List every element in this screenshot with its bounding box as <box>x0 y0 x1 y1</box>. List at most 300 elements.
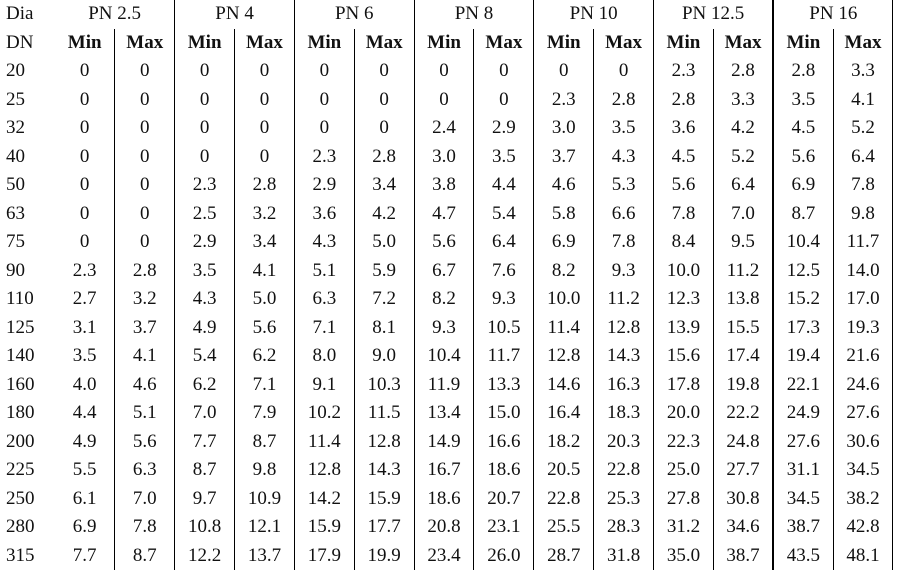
max-column-header: Max <box>115 29 175 58</box>
value-cell: 3.3 <box>713 86 773 115</box>
value-cell: 38.7 <box>713 542 773 571</box>
value-cell: 10.9 <box>235 485 295 514</box>
value-cell: 10.5 <box>474 314 534 343</box>
value-cell: 2.8 <box>235 171 295 200</box>
pn-group-header: PN 12.5 <box>654 0 774 29</box>
value-cell: 22.1 <box>773 371 833 400</box>
value-cell: 7.0 <box>115 485 175 514</box>
value-cell: 5.5 <box>72 459 97 480</box>
value-cell: 9.3 <box>474 285 534 314</box>
value-cell: 5.3 <box>594 171 654 200</box>
value-cell: 2.9 <box>294 171 354 200</box>
value-cell: 7.8 <box>594 228 654 257</box>
value-cell: 5.4 <box>474 200 534 229</box>
value-cell: 4.4 <box>72 402 97 423</box>
value-cell: 0 <box>235 143 295 172</box>
value-cell: 0 <box>115 57 175 86</box>
value-cell: 3.4 <box>354 171 414 200</box>
value-cell: 3.5 <box>72 345 97 366</box>
value-cell: 23.1 <box>474 513 534 542</box>
value-cell: 12.3 <box>654 285 714 314</box>
value-cell: 16.7 <box>414 456 474 485</box>
value-cell: 4.9 <box>175 314 235 343</box>
value-cell: 17.9 <box>294 542 354 571</box>
header-row-minmax <box>0 29 893 58</box>
value-cell: 10.0 <box>534 285 594 314</box>
value-cell: 5.2 <box>713 143 773 172</box>
value-cell: 3.0 <box>414 143 474 172</box>
value-cell: 2.3 <box>534 86 594 115</box>
value-cell: 3.7 <box>115 314 175 343</box>
value-cell: 0 <box>354 57 414 86</box>
dia-label: Dia <box>6 3 34 24</box>
value-cell: 5.1 <box>115 399 175 428</box>
value-cell: 20.3 <box>594 428 654 457</box>
table-row <box>0 456 893 485</box>
value-cell: 4.6 <box>115 371 175 400</box>
min-column-header: Min <box>534 29 594 58</box>
value-cell: 10.0 <box>654 257 714 286</box>
max-column-header: Max <box>354 29 414 58</box>
value-cell: 27.6 <box>773 428 833 457</box>
value-cell: 10.8 <box>175 513 235 542</box>
value-cell: 0 <box>594 57 654 86</box>
value-cell: 0 <box>354 114 414 143</box>
value-cell: 4.2 <box>354 200 414 229</box>
value-cell: 3.5 <box>594 114 654 143</box>
value-cell: 14.3 <box>354 456 414 485</box>
value-cell: 3.8 <box>414 171 474 200</box>
value-cell: 0 <box>79 60 90 81</box>
dn-cell: 110 <box>6 288 34 309</box>
value-cell: 5.6 <box>654 171 714 200</box>
dn-cell: 50 <box>6 174 25 195</box>
table-row <box>0 513 893 542</box>
value-cell: 16.4 <box>534 399 594 428</box>
value-cell: 0 <box>235 114 295 143</box>
value-cell: 0 <box>534 57 594 86</box>
value-cell: 12.8 <box>534 342 594 371</box>
value-cell: 4.7 <box>414 200 474 229</box>
value-cell: 6.6 <box>594 200 654 229</box>
value-cell: 4.2 <box>713 114 773 143</box>
value-cell: 17.3 <box>773 314 833 343</box>
value-cell: 8.0 <box>294 342 354 371</box>
value-cell: 5.9 <box>354 257 414 286</box>
value-cell: 42.8 <box>833 513 893 542</box>
value-cell: 24.6 <box>833 371 893 400</box>
value-cell: 5.6 <box>414 228 474 257</box>
value-cell: 3.3 <box>833 57 893 86</box>
value-cell: 18.6 <box>414 485 474 514</box>
dn-cell: 315 <box>6 544 35 566</box>
value-cell: 20.7 <box>474 485 534 514</box>
dn-cell: 40 <box>6 145 25 167</box>
value-cell: 3.4 <box>235 228 295 257</box>
max-column-header: Max <box>235 29 295 58</box>
value-cell: 30.6 <box>833 428 893 457</box>
value-cell: 0 <box>79 117 90 138</box>
value-cell: 2.8 <box>654 86 714 115</box>
value-cell: 0 <box>294 57 354 86</box>
dn-cell: 125 <box>6 316 35 338</box>
value-cell: 11.2 <box>594 285 654 314</box>
dn-cell: 75 <box>6 231 25 252</box>
table-row <box>0 57 893 86</box>
value-cell: 0 <box>414 57 474 86</box>
table-row <box>0 342 893 371</box>
value-cell: 27.8 <box>654 485 714 514</box>
value-cell: 9.5 <box>713 228 773 257</box>
value-cell: 7.1 <box>294 314 354 343</box>
value-cell: 11.4 <box>294 428 354 457</box>
value-cell: 11.9 <box>414 371 474 400</box>
pn-group-header: PN 2.5 <box>88 3 141 24</box>
value-cell: 19.9 <box>354 542 414 571</box>
value-cell: 10.4 <box>414 342 474 371</box>
value-cell: 25.5 <box>534 513 594 542</box>
max-column-header: Max <box>474 29 534 58</box>
value-cell: 19.4 <box>773 342 833 371</box>
value-cell: 17.0 <box>833 285 893 314</box>
value-cell: 7.6 <box>474 257 534 286</box>
value-cell: 8.4 <box>654 228 714 257</box>
dn-cell: 63 <box>6 202 25 224</box>
value-cell: 12.1 <box>235 513 295 542</box>
value-cell: 7.7 <box>175 428 235 457</box>
value-cell: 7.8 <box>654 200 714 229</box>
value-cell: 7.2 <box>354 285 414 314</box>
dn-cell: 250 <box>6 487 35 509</box>
dn-cell: 140 <box>6 345 35 366</box>
value-cell: 8.7 <box>175 456 235 485</box>
value-cell: 0 <box>235 57 295 86</box>
value-cell: 7.8 <box>115 513 175 542</box>
dn-cell: 160 <box>6 373 35 395</box>
value-cell: 12.2 <box>175 542 235 571</box>
value-cell: 6.9 <box>773 171 833 200</box>
value-cell: 38.7 <box>773 513 833 542</box>
table-body <box>0 57 893 570</box>
table-row <box>0 114 893 143</box>
table-row <box>0 314 893 343</box>
max-column-header: Max <box>594 29 654 58</box>
value-cell: 4.1 <box>235 257 295 286</box>
value-cell: 2.4 <box>414 114 474 143</box>
value-cell: 0 <box>175 57 235 86</box>
table-row <box>0 371 893 400</box>
value-cell: 0 <box>79 88 90 110</box>
value-cell: 4.1 <box>115 342 175 371</box>
min-column-header: Min <box>294 29 354 58</box>
value-cell: 4.5 <box>654 143 714 172</box>
value-cell: 12.8 <box>594 314 654 343</box>
value-cell: 2.8 <box>713 57 773 86</box>
value-cell: 9.0 <box>354 342 414 371</box>
value-cell: 6.9 <box>72 516 97 537</box>
value-cell: 20.5 <box>534 456 594 485</box>
value-cell: 13.9 <box>654 314 714 343</box>
table-row <box>0 171 893 200</box>
value-cell: 3.2 <box>235 200 295 229</box>
value-cell: 25.0 <box>654 456 714 485</box>
value-cell: 15.9 <box>354 485 414 514</box>
value-cell: 4.4 <box>474 171 534 200</box>
header-row-pressure <box>0 0 893 29</box>
value-cell: 34.5 <box>773 485 833 514</box>
value-cell: 6.7 <box>414 257 474 286</box>
value-cell: 0 <box>474 86 534 115</box>
value-cell: 4.6 <box>534 171 594 200</box>
value-cell: 34.5 <box>833 456 893 485</box>
max-column-header: Max <box>833 29 893 58</box>
value-cell: 28.7 <box>534 542 594 571</box>
dn-cell: 225 <box>6 459 35 480</box>
value-cell: 31.8 <box>594 542 654 571</box>
value-cell: 0 <box>354 86 414 115</box>
value-cell: 4.3 <box>175 285 235 314</box>
value-cell: 2.5 <box>175 200 235 229</box>
value-cell: 15.2 <box>773 285 833 314</box>
value-cell: 4.3 <box>594 143 654 172</box>
value-cell: 7.1 <box>235 371 295 400</box>
table-row <box>0 143 893 172</box>
value-cell: 9.1 <box>294 371 354 400</box>
value-cell: 31.1 <box>773 456 833 485</box>
value-cell: 0 <box>115 171 175 200</box>
dn-cell: 25 <box>6 88 25 110</box>
value-cell: 0 <box>79 174 90 195</box>
value-cell: 28.3 <box>594 513 654 542</box>
min-column-header: Min <box>67 31 102 53</box>
value-cell: 19.3 <box>833 314 893 343</box>
value-cell: 6.1 <box>72 487 97 509</box>
value-cell: 0 <box>115 114 175 143</box>
dn-cell: 20 <box>6 60 25 81</box>
pn-group-header: PN 16 <box>773 0 893 29</box>
value-cell: 9.8 <box>833 200 893 229</box>
table-row <box>0 485 893 514</box>
value-cell: 34.6 <box>713 513 773 542</box>
value-cell: 7.8 <box>833 171 893 200</box>
value-cell: 25.3 <box>594 485 654 514</box>
value-cell: 14.2 <box>294 485 354 514</box>
value-cell: 9.7 <box>175 485 235 514</box>
value-cell: 16.6 <box>474 428 534 457</box>
value-cell: 0 <box>474 57 534 86</box>
value-cell: 5.0 <box>354 228 414 257</box>
value-cell: 9.3 <box>594 257 654 286</box>
value-cell: 3.1 <box>72 316 97 338</box>
dn-label: DN <box>6 31 34 53</box>
value-cell: 27.7 <box>713 456 773 485</box>
value-cell: 2.8 <box>773 57 833 86</box>
min-column-header: Min <box>175 29 235 58</box>
table-row <box>0 542 893 571</box>
dn-cell: 280 <box>6 516 35 537</box>
table-row <box>0 285 893 314</box>
pn-group-header: PN 10 <box>534 0 654 29</box>
value-cell: 2.8 <box>354 143 414 172</box>
value-cell: 22.8 <box>534 485 594 514</box>
value-cell: 17.4 <box>713 342 773 371</box>
value-cell: 22.8 <box>594 456 654 485</box>
value-cell: 6.4 <box>474 228 534 257</box>
value-cell: 6.3 <box>294 285 354 314</box>
value-cell: 0 <box>294 86 354 115</box>
value-cell: 6.2 <box>175 371 235 400</box>
value-cell: 13.8 <box>713 285 773 314</box>
value-cell: 22.2 <box>713 399 773 428</box>
value-cell: 0 <box>79 231 90 252</box>
value-cell: 5.8 <box>534 200 594 229</box>
value-cell: 11.5 <box>354 399 414 428</box>
value-cell: 3.6 <box>654 114 714 143</box>
value-cell: 0 <box>175 114 235 143</box>
value-cell: 3.7 <box>534 143 594 172</box>
max-column-header: Max <box>713 29 773 58</box>
value-cell: 13.7 <box>235 542 295 571</box>
value-cell: 8.7 <box>115 542 175 571</box>
value-cell: 9.3 <box>414 314 474 343</box>
value-cell: 23.4 <box>414 542 474 571</box>
value-cell: 0 <box>175 143 235 172</box>
value-cell: 7.0 <box>175 399 235 428</box>
table-row <box>0 399 893 428</box>
value-cell: 15.6 <box>654 342 714 371</box>
value-cell: 0 <box>79 145 90 167</box>
value-cell: 4.9 <box>72 430 97 452</box>
value-cell: 4.5 <box>773 114 833 143</box>
value-cell: 6.3 <box>115 456 175 485</box>
value-cell: 11.4 <box>534 314 594 343</box>
value-cell: 35.0 <box>654 542 714 571</box>
value-cell: 10.3 <box>354 371 414 400</box>
table-row <box>0 228 893 257</box>
value-cell: 5.0 <box>235 285 295 314</box>
value-cell: 18.6 <box>474 456 534 485</box>
value-cell: 14.0 <box>833 257 893 286</box>
min-column-header: Min <box>414 29 474 58</box>
value-cell: 8.1 <box>354 314 414 343</box>
value-cell: 2.7 <box>72 288 97 309</box>
value-cell: 21.6 <box>833 342 893 371</box>
value-cell: 0 <box>115 143 175 172</box>
value-cell: 24.8 <box>713 428 773 457</box>
value-cell: 14.6 <box>534 371 594 400</box>
value-cell: 18.3 <box>594 399 654 428</box>
value-cell: 5.2 <box>833 114 893 143</box>
value-cell: 5.6 <box>115 428 175 457</box>
value-cell: 48.1 <box>833 542 893 571</box>
value-cell: 3.0 <box>534 114 594 143</box>
value-cell: 12.8 <box>294 456 354 485</box>
value-cell: 15.0 <box>474 399 534 428</box>
value-cell: 5.1 <box>294 257 354 286</box>
pn-group-header: PN 6 <box>294 0 414 29</box>
value-cell: 20.0 <box>654 399 714 428</box>
value-cell: 17.7 <box>354 513 414 542</box>
value-cell: 38.2 <box>833 485 893 514</box>
value-cell: 12.8 <box>354 428 414 457</box>
value-cell: 43.5 <box>773 542 833 571</box>
table-row <box>0 200 893 229</box>
value-cell: 10.2 <box>294 399 354 428</box>
value-cell: 7.0 <box>713 200 773 229</box>
table-row <box>0 86 893 115</box>
value-cell: 26.0 <box>474 542 534 571</box>
min-column-header: Min <box>654 29 714 58</box>
value-cell: 0 <box>235 86 295 115</box>
value-cell: 6.2 <box>235 342 295 371</box>
value-cell: 14.9 <box>414 428 474 457</box>
dn-cell: 90 <box>6 259 25 281</box>
value-cell: 3.2 <box>115 285 175 314</box>
value-cell: 2.8 <box>594 86 654 115</box>
value-cell: 3.5 <box>474 143 534 172</box>
value-cell: 24.9 <box>773 399 833 428</box>
value-cell: 18.2 <box>534 428 594 457</box>
value-cell: 16.3 <box>594 371 654 400</box>
value-cell: 2.3 <box>175 171 235 200</box>
value-cell: 3.5 <box>773 86 833 115</box>
value-cell: 2.3 <box>72 259 97 281</box>
table-row <box>0 257 893 286</box>
table-row <box>0 428 893 457</box>
value-cell: 8.7 <box>235 428 295 457</box>
value-cell: 2.3 <box>294 143 354 172</box>
value-cell: 20.8 <box>414 513 474 542</box>
value-cell: 2.3 <box>654 57 714 86</box>
value-cell: 8.2 <box>414 285 474 314</box>
value-cell: 6.9 <box>534 228 594 257</box>
value-cell: 6.4 <box>713 171 773 200</box>
value-cell: 0 <box>79 202 90 224</box>
value-cell: 2.8 <box>115 257 175 286</box>
value-cell: 7.9 <box>235 399 295 428</box>
value-cell: 2.9 <box>175 228 235 257</box>
value-cell: 3.5 <box>175 257 235 286</box>
value-cell: 15.9 <box>294 513 354 542</box>
value-cell: 4.0 <box>72 373 97 395</box>
value-cell: 0 <box>414 86 474 115</box>
value-cell: 27.6 <box>833 399 893 428</box>
value-cell: 22.3 <box>654 428 714 457</box>
value-cell: 0 <box>115 200 175 229</box>
value-cell: 11.7 <box>833 228 893 257</box>
value-cell: 4.1 <box>833 86 893 115</box>
dn-cell: 32 <box>6 117 25 138</box>
value-cell: 5.6 <box>773 143 833 172</box>
value-cell: 11.2 <box>713 257 773 286</box>
value-cell: 0 <box>115 228 175 257</box>
value-cell: 11.7 <box>474 342 534 371</box>
value-cell: 12.5 <box>773 257 833 286</box>
value-cell: 7.7 <box>72 544 97 566</box>
value-cell: 17.8 <box>654 371 714 400</box>
value-cell: 0 <box>294 114 354 143</box>
value-cell: 8.2 <box>534 257 594 286</box>
value-cell: 8.7 <box>773 200 833 229</box>
value-cell: 5.6 <box>235 314 295 343</box>
value-cell: 14.3 <box>594 342 654 371</box>
value-cell: 9.8 <box>235 456 295 485</box>
value-cell: 3.6 <box>294 200 354 229</box>
value-cell: 2.9 <box>474 114 534 143</box>
min-column-header: Min <box>773 29 833 58</box>
value-cell: 31.2 <box>654 513 714 542</box>
dn-cell: 180 <box>6 402 35 423</box>
